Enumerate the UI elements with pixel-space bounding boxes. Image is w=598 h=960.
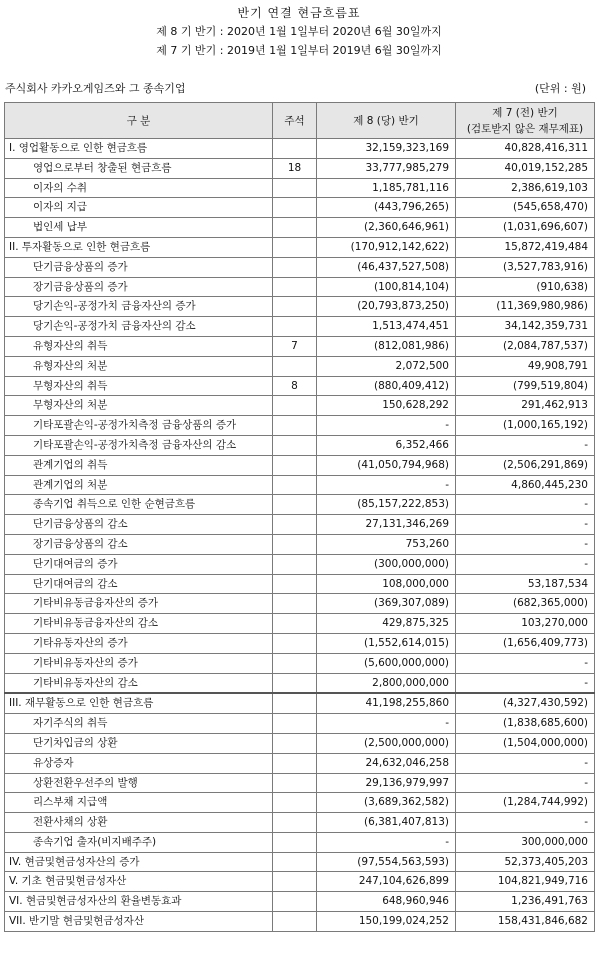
row-note (273, 852, 317, 872)
row-note (273, 633, 317, 653)
row-label: 기타비유동자산의 감소 (5, 673, 273, 693)
row-current-amount: (369,307,089) (317, 594, 456, 614)
table-row (5, 773, 595, 793)
row-label: IV. 현금및현금성자산의 증가 (5, 852, 273, 872)
row-current-amount: 33,777,985,279 (317, 158, 456, 178)
row-current-amount: 108,000,000 (317, 574, 456, 594)
row-prior-amount: 15,872,419,484 (456, 237, 595, 257)
row-note (273, 614, 317, 634)
row-prior-amount: 1,236,491,763 (456, 892, 595, 912)
row-current-amount: 32,159,323,169 (317, 139, 456, 159)
row-note (273, 198, 317, 218)
row-note (273, 793, 317, 813)
table-row (5, 793, 595, 813)
row-current-amount: - (317, 714, 456, 734)
row-current-amount: 27,131,346,269 (317, 515, 456, 535)
table-row (5, 435, 595, 455)
row-prior-amount: 49,908,791 (456, 356, 595, 376)
row-label: 무형자산의 처분 (5, 396, 273, 416)
row-current-amount: - (317, 475, 456, 495)
row-note: 7 (273, 336, 317, 356)
row-prior-amount: (682,365,000) (456, 594, 595, 614)
row-current-amount: (5,600,000,000) (317, 653, 456, 673)
row-current-amount: 648,960,946 (317, 892, 456, 912)
row-label: 법인세 납부 (5, 218, 273, 238)
row-prior-amount: - (456, 753, 595, 773)
row-prior-amount: (545,658,470) (456, 198, 595, 218)
row-prior-amount: - (456, 515, 595, 535)
table-header-row (5, 103, 595, 139)
row-note (273, 832, 317, 852)
row-prior-amount: (1,000,165,192) (456, 416, 595, 436)
row-current-amount: 41,198,255,860 (317, 693, 456, 713)
table-row (5, 257, 595, 277)
row-note (273, 813, 317, 833)
row-current-amount: (46,437,527,508) (317, 257, 456, 277)
row-note (273, 297, 317, 317)
row-note (273, 237, 317, 257)
row-current-amount: (3,689,362,582) (317, 793, 456, 813)
row-note (273, 317, 317, 337)
table-row (5, 158, 595, 178)
table-row (5, 336, 595, 356)
row-note (273, 178, 317, 198)
row-label: 장기금융상품의 감소 (5, 534, 273, 554)
row-label: 리스부채 지급액 (5, 793, 273, 813)
table-row (5, 554, 595, 574)
row-label: 무형자산의 취득 (5, 376, 273, 396)
row-note (273, 714, 317, 734)
row-label: 유형자산의 처분 (5, 356, 273, 376)
row-prior-amount: - (456, 673, 595, 693)
table-row (5, 653, 595, 673)
row-current-amount: 24,632,046,258 (317, 753, 456, 773)
row-label: 관계기업의 처분 (5, 475, 273, 495)
row-current-amount: 2,072,500 (317, 356, 456, 376)
header-current-period: 제 8 (당) 반기 (317, 103, 456, 139)
table-row (5, 218, 595, 238)
row-prior-amount: 40,019,152,285 (456, 158, 595, 178)
header-prior-period-line2: (검토받지 않은 재무제표) (466, 122, 584, 135)
row-prior-amount: 158,431,846,682 (456, 912, 595, 932)
row-prior-amount: 104,821,949,716 (456, 872, 595, 892)
table-row (5, 495, 595, 515)
row-label: I. 영업활동으로 인한 현금흐름 (5, 139, 273, 159)
row-current-amount: 150,199,024,252 (317, 912, 456, 932)
row-current-amount: (41,050,794,968) (317, 455, 456, 475)
table-row (5, 594, 595, 614)
period-prior: 제 7 기 반기 : 2019년 1월 1일부터 2019년 6월 30일까지 (156, 44, 442, 57)
row-note (273, 872, 317, 892)
row-note (273, 733, 317, 753)
row-current-amount: (2,360,646,961) (317, 218, 456, 238)
row-prior-amount: (4,327,430,592) (456, 693, 595, 713)
row-current-amount: (443,796,265) (317, 198, 456, 218)
row-note (273, 416, 317, 436)
row-note (273, 139, 317, 159)
table-row (5, 376, 595, 396)
row-prior-amount: (1,504,000,000) (456, 733, 595, 753)
row-label: 장기금융상품의 증가 (5, 277, 273, 297)
table-row (5, 733, 595, 753)
table-row (5, 198, 595, 218)
row-note: 8 (273, 376, 317, 396)
row-label: 기타포괄손익-공정가치측정 금융자산의 감소 (5, 435, 273, 455)
row-note (273, 495, 317, 515)
row-note (273, 693, 317, 713)
row-label: 기타비유동금융자산의 증가 (5, 594, 273, 614)
table-row (5, 753, 595, 773)
row-prior-amount: 53,187,534 (456, 574, 595, 594)
row-note (273, 515, 317, 535)
table-row (5, 416, 595, 436)
row-label: 이자의 수취 (5, 178, 273, 198)
row-prior-amount: - (456, 534, 595, 554)
row-note (273, 218, 317, 238)
row-prior-amount: (2,084,787,537) (456, 336, 595, 356)
table-row (5, 277, 595, 297)
row-current-amount: (20,793,873,250) (317, 297, 456, 317)
row-prior-amount: 300,000,000 (456, 832, 595, 852)
row-prior-amount: (1,031,696,607) (456, 218, 595, 238)
row-note (273, 257, 317, 277)
row-current-amount: 29,136,979,997 (317, 773, 456, 793)
row-prior-amount: (11,369,980,986) (456, 297, 595, 317)
row-prior-amount: - (456, 554, 595, 574)
row-label: 영업으로부터 창출된 현금흐름 (5, 158, 273, 178)
row-current-amount: (880,409,412) (317, 376, 456, 396)
row-note (273, 554, 317, 574)
table-row (5, 693, 595, 713)
row-current-amount: (97,554,563,593) (317, 852, 456, 872)
row-current-amount: (300,000,000) (317, 554, 456, 574)
row-prior-amount: (1,656,409,773) (456, 633, 595, 653)
row-note (273, 753, 317, 773)
table-row (5, 574, 595, 594)
table-row (5, 297, 595, 317)
row-label: 기타유동자산의 증가 (5, 633, 273, 653)
row-prior-amount: 2,386,619,103 (456, 178, 595, 198)
row-current-amount: 1,513,474,451 (317, 317, 456, 337)
table-row (5, 396, 595, 416)
row-prior-amount: 4,860,445,230 (456, 475, 595, 495)
header-prior-period (456, 103, 595, 139)
row-prior-amount: - (456, 653, 595, 673)
row-current-amount: (812,081,986) (317, 336, 456, 356)
row-label: 단기대여금의 감소 (5, 574, 273, 594)
row-note (273, 594, 317, 614)
row-label: 전환사채의 상환 (5, 813, 273, 833)
row-prior-amount: 291,462,913 (456, 396, 595, 416)
row-current-amount: - (317, 832, 456, 852)
table-row (5, 139, 595, 159)
row-label: VII. 반기말 현금및현금성자산 (5, 912, 273, 932)
row-prior-amount: (1,284,744,992) (456, 793, 595, 813)
row-label: 기타포괄손익-공정가치측정 금융상품의 증가 (5, 416, 273, 436)
row-current-amount: 6,352,466 (317, 435, 456, 455)
table-row (5, 673, 595, 693)
cash-flow-table (4, 102, 595, 932)
table-row (5, 317, 595, 337)
row-current-amount: 429,875,325 (317, 614, 456, 634)
row-current-amount: (2,500,000,000) (317, 733, 456, 753)
row-label: 종속기업 취득으로 인한 순현금흐름 (5, 495, 273, 515)
row-label: 이자의 지급 (5, 198, 273, 218)
row-label: 자기주식의 취득 (5, 714, 273, 734)
row-prior-amount: 103,270,000 (456, 614, 595, 634)
table-row (5, 534, 595, 554)
row-prior-amount: (799,519,804) (456, 376, 595, 396)
row-note (273, 673, 317, 693)
row-label: 관계기업의 취득 (5, 455, 273, 475)
row-label: 유상증자 (5, 753, 273, 773)
table-row (5, 714, 595, 734)
table-row (5, 455, 595, 475)
row-label: 단기금융상품의 증가 (5, 257, 273, 277)
row-note (273, 475, 317, 495)
table-row (5, 356, 595, 376)
row-label: 당기손익-공정가치 금융자산의 증가 (5, 297, 273, 317)
row-current-amount: - (317, 416, 456, 436)
row-prior-amount: (1,838,685,600) (456, 714, 595, 734)
row-prior-amount: (910,638) (456, 277, 595, 297)
row-note (273, 534, 317, 554)
table-row (5, 813, 595, 833)
row-current-amount: 1,185,781,116 (317, 178, 456, 198)
row-note (273, 773, 317, 793)
period-current: 제 8 기 반기 : 2020년 1월 1일부터 2020년 6월 30일까지 (156, 25, 442, 38)
table-row (5, 475, 595, 495)
row-current-amount: 150,628,292 (317, 396, 456, 416)
table-row (5, 872, 595, 892)
header-prior-period-line1: 제 7 (전) 반기 (492, 106, 558, 119)
row-note (273, 912, 317, 932)
row-prior-amount: 34,142,359,731 (456, 317, 595, 337)
header-note: 주석 (273, 103, 317, 139)
row-label: 기타비유동금융자산의 감소 (5, 614, 273, 634)
row-label: II. 투자활동으로 인한 현금흐름 (5, 237, 273, 257)
row-current-amount: (85,157,222,853) (317, 495, 456, 515)
row-note: 18 (273, 158, 317, 178)
row-current-amount: 247,104,626,899 (317, 872, 456, 892)
table-row (5, 237, 595, 257)
header-category: 구 분 (5, 103, 273, 139)
table-row (5, 633, 595, 653)
row-current-amount: 753,260 (317, 534, 456, 554)
table-row (5, 852, 595, 872)
row-prior-amount: 52,373,405,203 (456, 852, 595, 872)
table-row (5, 178, 595, 198)
row-current-amount: (1,552,614,015) (317, 633, 456, 653)
table-row (5, 515, 595, 535)
report-title: 반기 연결 현금흐름표 (237, 6, 361, 20)
row-note (273, 653, 317, 673)
row-note (273, 277, 317, 297)
row-prior-amount: - (456, 435, 595, 455)
row-note (273, 455, 317, 475)
row-label: 기타비유동자산의 증가 (5, 653, 273, 673)
table-row (5, 832, 595, 852)
row-label: V. 기초 현금및현금성자산 (5, 872, 273, 892)
row-label: 단기대여금의 증가 (5, 554, 273, 574)
row-prior-amount: - (456, 773, 595, 793)
row-note (273, 356, 317, 376)
row-label: 종속기업 출자(비지배주주) (5, 832, 273, 852)
row-prior-amount: (2,506,291,869) (456, 455, 595, 475)
table-row (5, 614, 595, 634)
table-row (5, 892, 595, 912)
row-label: VI. 현금및현금성자산의 환율변동효과 (5, 892, 273, 912)
row-label: 단기차입금의 상환 (5, 733, 273, 753)
row-current-amount: (6,381,407,813) (317, 813, 456, 833)
row-prior-amount: (3,527,783,916) (456, 257, 595, 277)
row-note (273, 435, 317, 455)
row-label: III. 재무활동으로 인한 현금흐름 (5, 693, 273, 713)
row-current-amount: (170,912,142,622) (317, 237, 456, 257)
row-label: 유형자산의 취득 (5, 336, 273, 356)
unit-label: (단위 : 원) (534, 82, 586, 95)
company-name: 주식회사 카카오게임즈와 그 종속기업 (5, 82, 186, 95)
row-note (273, 396, 317, 416)
row-label: 단기금융상품의 감소 (5, 515, 273, 535)
row-label: 당기손익-공정가치 금융자산의 감소 (5, 317, 273, 337)
table-body (5, 139, 595, 932)
row-prior-amount: - (456, 813, 595, 833)
row-current-amount: (100,814,104) (317, 277, 456, 297)
row-prior-amount: - (456, 495, 595, 515)
row-label: 상환전환우선주의 발행 (5, 773, 273, 793)
row-note (273, 892, 317, 912)
row-prior-amount: 40,828,416,311 (456, 139, 595, 159)
row-current-amount: 2,800,000,000 (317, 673, 456, 693)
table-row (5, 912, 595, 932)
row-note (273, 574, 317, 594)
